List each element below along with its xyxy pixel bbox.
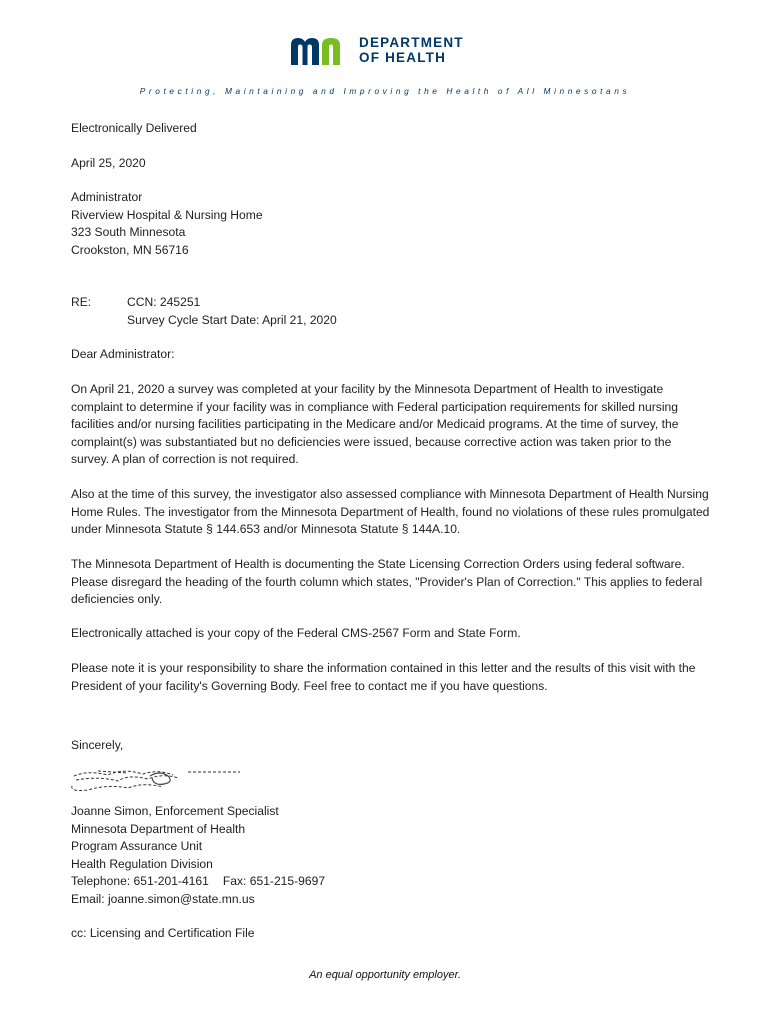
paragraph-state-rules: Also at the time of this survey, the investigator also assessed compliance with Minnesota Department of Health Nursing Home Rules. The investigator from the Minnesota Department of Health, found no violations of these rules promulgated under Minnesota Statute § 144.653 and/or Minnesota Statute § 144A.10.	[71, 487, 710, 536]
signer-line: Health Regulation Division	[71, 856, 213, 871]
paragraph-attachment: Electronically attached is your copy of the Federal CMS-2567 Form and State Form.	[71, 626, 521, 640]
signature-image	[68, 766, 244, 796]
paragraph-responsibility: Please note it is your responsibility to share the information contained in this letter and the results of this visit with the President of your facility's Governing Body. Feel free to contact me if you have questions.	[71, 661, 696, 693]
recipient-line: 323 South Minnesota	[71, 225, 186, 239]
recipient-line: Crookston, MN 56716	[71, 242, 189, 257]
department-line2: OF HEALTH	[359, 50, 447, 65]
mdh-logo	[289, 33, 464, 67]
signer-line: Program Assurance Unit	[71, 839, 203, 853]
survey-date: Survey Cycle Start Date: April 21, 2020	[127, 312, 337, 327]
delivery-note: Electronically Delivered	[71, 121, 197, 135]
paragraph-survey: On April 21, 2020 a survey was completed at your facility by the Minnesota Department of Health to investigate complaint to determine if your facility was in compliance with Federal participation requirements for skilled nursing facilities and/or nursing facilities participating in the Medicare and/or Medicaid programs. At the time of survey, the complaint(s) was substantiated but no deficiencies were issued, because corrective action was taken prior to the survey. A plan of correction is not required.	[71, 382, 679, 466]
recipient-address	[71, 189, 711, 259]
salutation: Dear Administrator:	[71, 347, 175, 361]
recipient-line: Riverview Hospital & Nursing Home	[71, 207, 263, 222]
department-name	[359, 35, 464, 65]
ccn: CCN: 245251	[127, 295, 201, 309]
closing: Sincerely,	[71, 738, 124, 752]
signer-fax: Fax: 651-215-9697	[222, 874, 326, 888]
signer-phone-fax	[71, 873, 711, 891]
footer-eoe: An equal opportunity employer.	[309, 969, 461, 981]
re-label: RE:	[71, 295, 92, 309]
signer-line: Minnesota Department of Health	[71, 821, 246, 836]
signer-name: Joanne Simon, Enforcement Specialist	[71, 804, 279, 818]
recipient-line: Administrator	[71, 190, 143, 204]
department-line1: DEPARTMENT	[359, 35, 464, 50]
letter-date: April 25, 2020	[71, 156, 146, 170]
mn-logo-icon	[289, 35, 353, 65]
signer-block	[71, 803, 711, 908]
paragraph-software: The Minnesota Department of Health is documenting the State Licensing Correction Orders using federal software. Please disregard the heading of the fourth column which states, "Provider's Plan of Correction." This applies to federal deficiencies only.	[71, 557, 703, 606]
cc-line: cc: Licensing and Certification File	[71, 926, 255, 940]
signer-email: Email: joanne.simon@state.mn.us	[71, 891, 255, 906]
tagline: Protecting, Maintaining and Improving the Health of All Minnesotans	[139, 86, 631, 96]
signer-telephone: Telephone: 651-201-4161	[71, 874, 209, 888]
re-block	[71, 294, 711, 329]
